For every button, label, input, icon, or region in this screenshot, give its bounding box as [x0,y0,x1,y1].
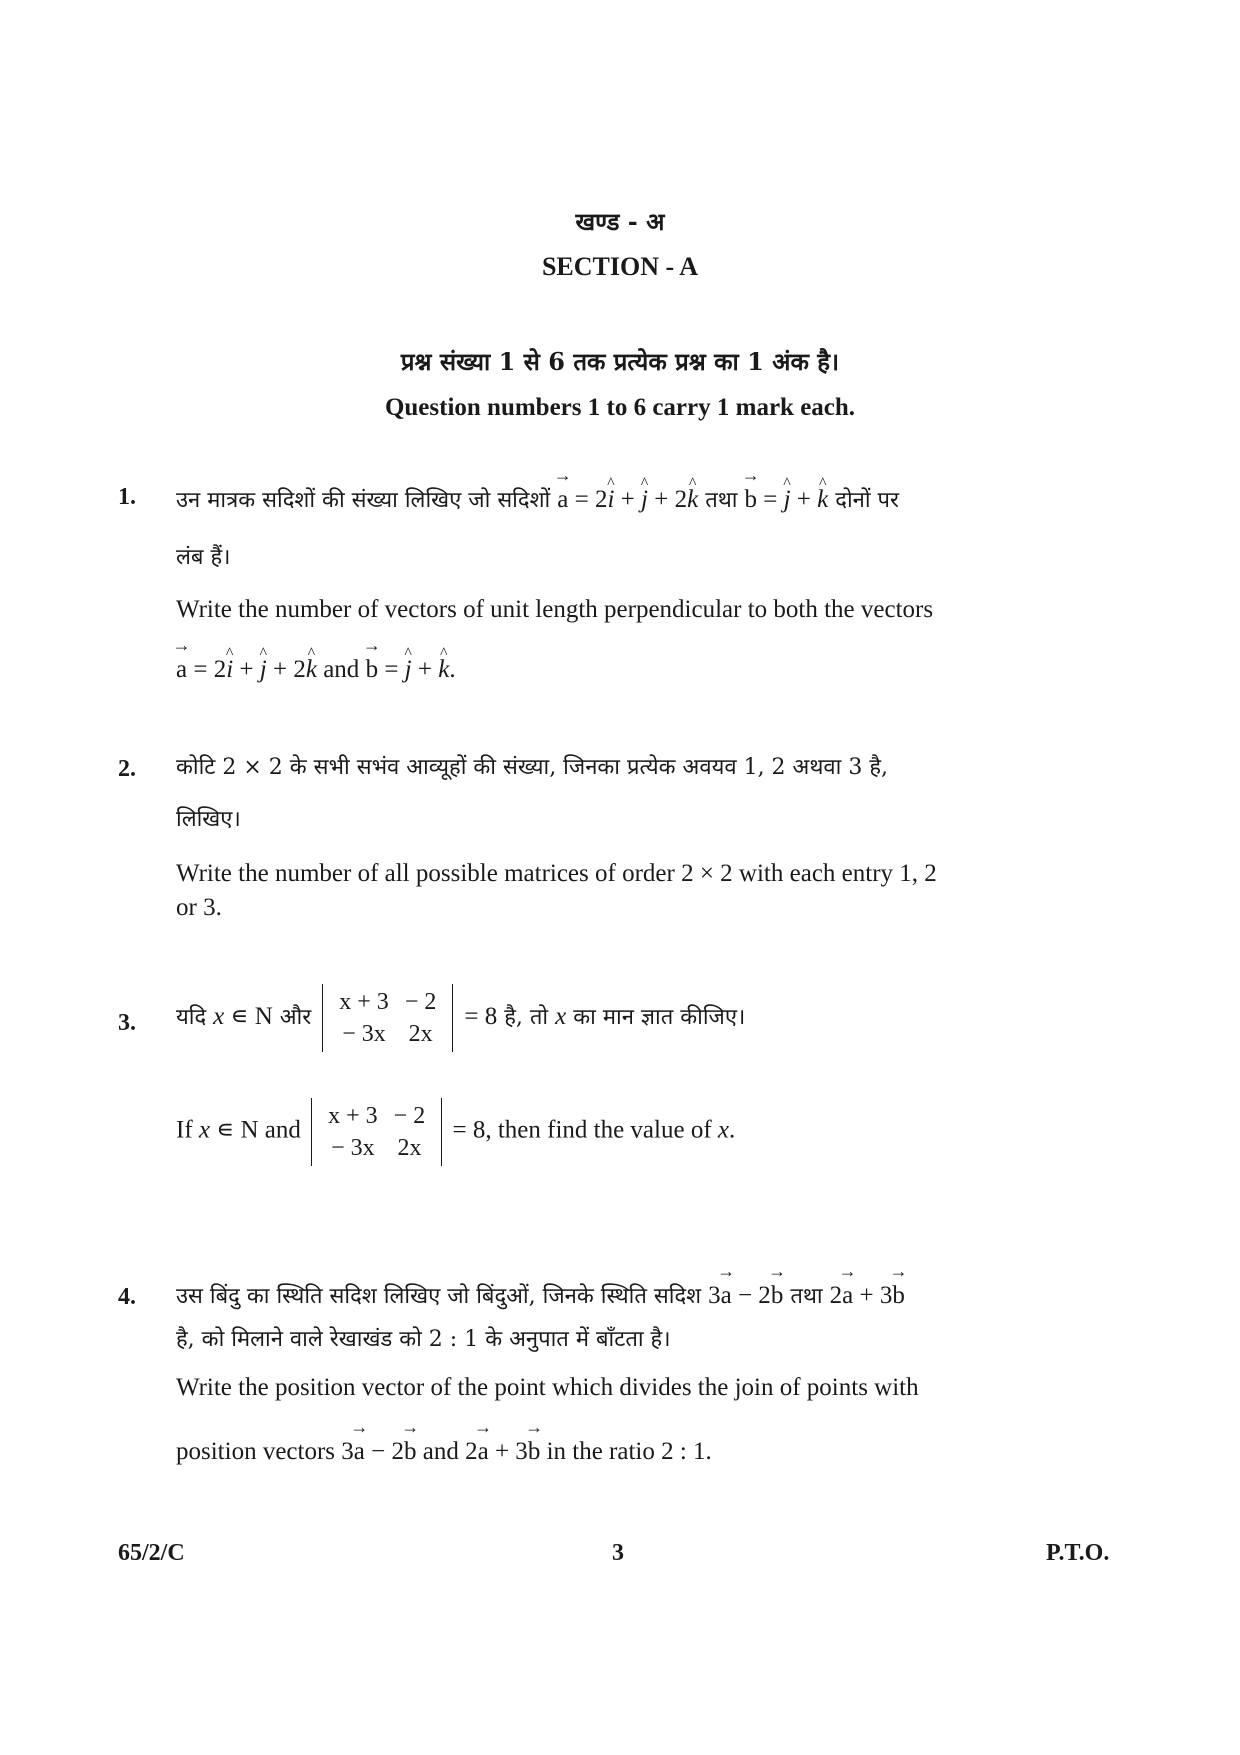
question-1-hindi-line-2: लंब हैं। [176,545,231,570]
question-4-hindi-line-1: उस बिंदु का स्थिति सदिश लिखिए जो बिंदुओं, जिनके स्थिति सदिश 3→ a − 2→ b तथा 2→ a + 3→ b [176,1280,1071,1313]
question-number: 4. [118,1284,136,1310]
please-turn-over: P.T.O. [1046,1540,1110,1566]
paper-code: 65/2/C [118,1540,185,1566]
section-title-hindi: खण्ड - अ [575,207,665,236]
question-4-english-line-1: Write the position vector of the point which divides the join of points with [176,1374,919,1401]
question-3-hindi: यदि x ∊ N और x + 3 − 2 − 3x 2x = 8 है, तो x का मान ज्ञात कीजिए। [176,984,1071,1052]
question-3-english: If x ∊ N and x + 3 − 2 − 3x 2x = 8, then find the value of x. [176,1098,1071,1166]
question-number: 1. [118,484,136,510]
question-number: 3. [118,1010,136,1036]
question-1-english-line-2: → a = 2^ i + ^ j + 2^ k and → b = ^ j + ^ k. [176,654,1071,686]
question-1-hindi-line-1: उन मात्रक सदिशों की संख्या लिखिए जो सदिशों → a = 2^ i + ^ j + 2^ k तथा → b = ^ j + ^ k दोनों पर [176,484,1071,517]
determinant: x + 3 − 2 − 3x 2x [322,984,453,1052]
question-1-english-line-1: Write the number of vectors of unit length perpendicular to both the vectors [176,596,934,623]
question-2-english-line-2: or 3. [176,894,222,921]
instructions-hindi: प्रश्न संख्या 1 से 6 तक प्रत्येक प्रश्न का 1 अंक है। [400,347,840,376]
section-title: SECTION - A [541,252,699,281]
question-number: 2. [118,756,136,782]
question-4-english-line-2: position vectors 3→ a − 2→ b and 2→ a + 3→ b in the ratio 2 : 1. [176,1436,1071,1468]
question-4-hindi-line-2: है, को मिलाने वाले रेखाखंड को 2 : 1 के अनुपात में बाँटता है। [176,1327,671,1352]
instructions: Question numbers 1 to 6 carry 1 mark each. [384,394,856,421]
question-2-hindi-line-1: कोटि 2 × 2 के सभी सभंव आव्यूहों की संख्या, जिनका प्रत्येक अवयव 1, 2 अथवा 3 है, [176,755,888,780]
question-2-hindi-line-2: लिखिए। [176,807,241,832]
page-number: 3 [612,1540,624,1566]
determinant: x + 3 − 2 − 3x 2x [311,1098,442,1166]
question-2-english-line-1: Write the number of all possible matrices of order 2 × 2 with each entry 1, 2 [176,860,937,887]
